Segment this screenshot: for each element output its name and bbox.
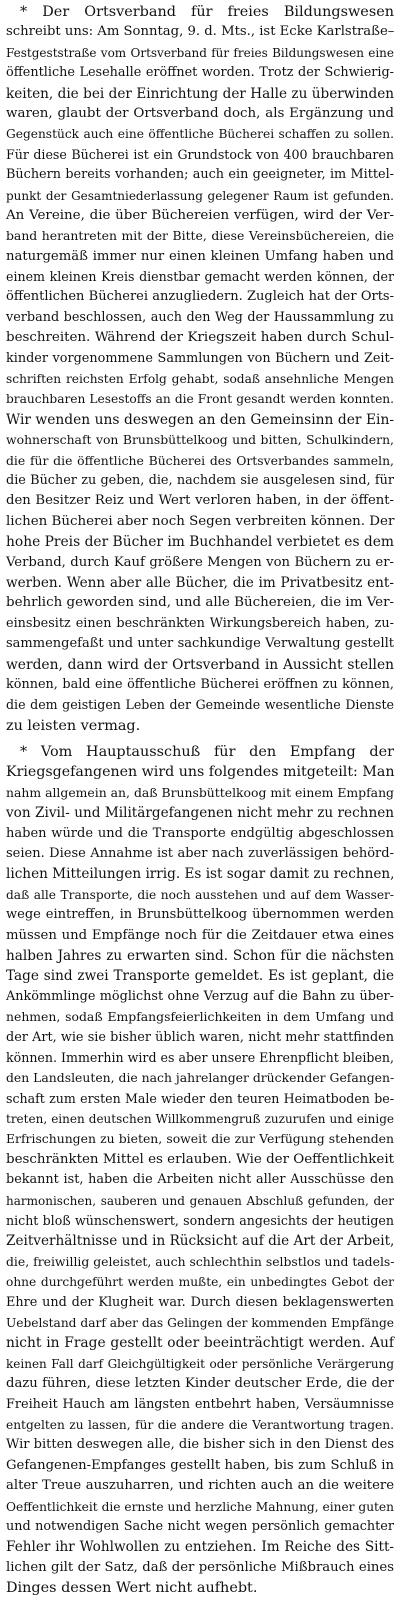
article-line: dazu führen, diese letzten Kinder deutscher Erde, die der [6,1376,394,1392]
article-line: lichen Mitteilungen irrig. Es ist sogar damit zu rechnen, [6,866,395,883]
article-line: Dinges dessen Wert nicht aufhebt. [6,1580,258,1597]
article-line: schriften reichsten Erfolg gehabt, sodaß ansehnliche Mengen [6,372,394,387]
article-line: alter Treue auszuharren, und richten auch an die weitere [6,1478,394,1494]
article-line: Wir bitten deswegen alle, die bisher sich in den Dienst des [6,1437,394,1453]
article-line: Wir wenden uns deswegen an den Gemeinsinn der Ein- [6,411,394,428]
article-line: und notwendigen Sache nicht wegen persönlich gemachter [6,1518,394,1534]
article-line: Kriegsgefangenen wird uns folgendes mitgeteilt: Man [6,764,395,781]
article-line: brauchbaren Lesestoffs an die Front gesandt werden konnten. [6,392,394,407]
article-line: der Art, wie sie bisher üblich waren, nicht mehr stattfinden [6,1029,394,1045]
article-line: Oeffentlichkeit die ernste und herzliche Mahnung, einer guten [6,1499,394,1514]
article-line: Tage sind zwei Transporte gemeldet. Es ist geplant, die [6,968,394,985]
article-line: Erfrischungen zu bieten, soweit die zur Verfügung stehenden [6,1131,394,1147]
article-empfang-kriegsgefangene [6,742,394,1598]
article-line: hohe Preis der Bücher im Buchhandel verbietet es dem [6,534,394,551]
article-line: entgelten zu lassen, für die andere die Verantwortung tragen. [6,1417,394,1432]
article-line: müssen und Empfänge noch für die Zeitdauer etwa eines [6,927,394,943]
article-line: lichen Bücherei aber noch Segen verbreiten können. Der [6,513,395,529]
article-line: Büchern bereits vorhanden; auch ein geeigneter, im Mittel- [6,167,394,183]
article-line: naturgemäß immer nur einen kleinen Umfang haben und [6,248,394,264]
article-line: haben würde und die Transporte endgültig abgeschlossen [6,825,394,841]
article-line: öffentlichen Bücherei anzugliedern. Zugleich hat der Orts- [6,289,394,305]
article-line: kinder vorgenommene Sammlungen von Büchern und Zeit- [6,350,394,366]
article-line: beschreiten. Während der Kriegszeit haben durch Schul- [6,330,394,346]
article-line: daß alle Transporte, die noch ausstehen und auf dem Wasser- [6,887,394,902]
article-line: verband beschlossen, auch den Weg der Haussammlung zu [6,309,394,325]
article-line: bekannt ist, haben die Arbeiten nicht aller Ausschüsse den [6,1172,394,1188]
article-line: öffentliche Lesehalle eröffnet worden. Trotz der Schwierig- [6,65,394,81]
article-line: seien. Diese Annahme ist aber nach zuverlässigen behörd- [6,846,394,862]
article-line: nicht in Frage gestellt oder beeinträchtigt werden. Auf [6,1335,394,1352]
article-ortsverband-bildungswesen [6,2,394,736]
article-line: Gefangenen-Empfanges gestellt haben, bis zum Schluß in [6,1457,394,1473]
article-line: harmonischen, sauberen und genauen Abschluß gefunden, der [6,1193,394,1208]
article-line: * Vom Hauptausschuß für den Empfang der [20,744,394,761]
article-line: die Bücher zu geben, die, nachdem sie ausgelesen sind, für [6,472,394,488]
article-line: wohnerschaft von Brunsbüttelkoog und bitten, Schulkindern, [6,432,394,448]
article-line: den Landsleuten, die nach jahrelanger drückender Gefangen- [6,1070,395,1086]
article-line: keinen Fall darf Gleichgültigkeit oder persönliche Verärgerung [6,1356,394,1371]
article-line: die für die öffentliche Bücherei des Ortsverbandes sammeln, [6,452,394,468]
article-line: wege eintreffen, in Brunsbüttelkoog übernommen werden [6,907,394,923]
article-line: keiten, die bei der Einrichtung der Halle zu überwinden [6,85,394,102]
article-line: An Vereine, die über Büchereien verfügen, wird der Ver- [6,207,394,223]
article-line: Gegenstück auch eine öffentliche Bücherei schaffen zu sollen. [6,127,394,142]
article-line: nehmen, sodaß Empfangsfeierlichkeiten in dem Umfang und [6,1009,394,1025]
article-line: zu leisten vermag. [6,717,141,734]
article-line: Freiheit Hauch am längsten entbehrt haben, Versäumnisse [6,1396,394,1412]
article-line: können, bald eine öffentliche Bücherei eröffnen zu können, [6,676,394,692]
article-line: einsbesitz einen beschränkten Wirkungsbereich haben, zu- [6,615,394,631]
article-line: Ehre und der Klugheit war. Durch diesen beklagenswerten [6,1294,394,1310]
article-line: einem kleinen Kreis dienstbar gemacht werden können, der [6,269,394,285]
article-line: Für diese Bücherei ist ein Grundstock von 400 brauchbaren [6,146,394,162]
article-line: sammengefaßt und unter sachkundige Verwaltung gestellt [6,636,394,652]
article-line: Ankömmlinge möglichst ohne Verzug auf die Bahn zu über- [6,988,394,1004]
article-line: ohne durchgeführt werden mußte, ein unbedingtes Gebot der [6,1275,394,1290]
article-line: Festgeststraße vom Ortsverband für freies Bildungswesen eine [6,45,394,60]
article-line: Zeitverhältnisse und in Rücksicht auf die Art der Arbeit, [6,1233,395,1250]
article-line: punkt der Gesamtniederlassung gelegener Raum ist gefunden. [6,188,394,203]
article-line: waren, glaubt der Ortsverband doch, als Ergänzung und [6,105,394,121]
article-line: schaft zum ersten Male wieder den teuren Heimatboden be- [6,1090,394,1106]
article-line: halben Jahres zu erwarten sind. Schon für die nächsten [6,947,394,964]
article-line: nahm allgemein an, daß Brunsbüttelkoog mit einem Empfang [6,784,394,800]
article-line: schreibt uns: Am Sonntag, 9. d. Mts., ist Ecke Karlstraße– [6,24,395,40]
article-line: behrlich geworden sind, und alle Büchereien, die im Ver- [6,595,394,611]
article-line: * Der Ortsverband für freies Bildungswesen [20,4,394,20]
article-line: den Besitzer Reiz und Wert verloren haben, in der öffent- [6,493,394,509]
article-line: die dem geistigen Leben der Gemeinde wesentliche Dienste [6,697,394,713]
article-line: die, freiwillig geleistet, auch schlechthin selbstlos und tadels- [6,1253,395,1269]
article-line: werden, dann wird der Ortsverband in Aussicht stellen [6,656,394,673]
article-line: beschränkten Mittel es erlauben. Wie der Oeffentlichkeit [6,1151,394,1167]
article-line: werben. Wenn aber alle Bücher, die im Privatbesitz ent- [6,574,394,591]
article-line: band herantreten mit der Bitte, diese Vereinsbüchereien, die [6,228,394,244]
article-line: können. Immerhin wird es aber unsere Ehrenpflicht bleiben, [6,1049,394,1065]
article-line: nicht bloß wünschenswert, sondern angesichts der heutigen [6,1213,394,1229]
article-line: treten, einen deutschen Willkommengruß zuzurufen und einige [6,1112,394,1127]
article-line: Uebelstand darf aber das Gelingen der kommenden Empfänge [6,1316,394,1330]
article-line: lichen gilt der Satz, daß der persönliche Mißbrauch eines [6,1559,394,1575]
article-line: Fehler ihr Wohlwollen zu entziehen. Im Reiche des Sitt- [6,1539,394,1556]
article-line: Verband, durch Kauf größere Mengen von Büchern zu er- [6,554,394,570]
article-line: von Zivil- und Militärgefangenen nicht mehr zu rechnen [6,805,394,822]
